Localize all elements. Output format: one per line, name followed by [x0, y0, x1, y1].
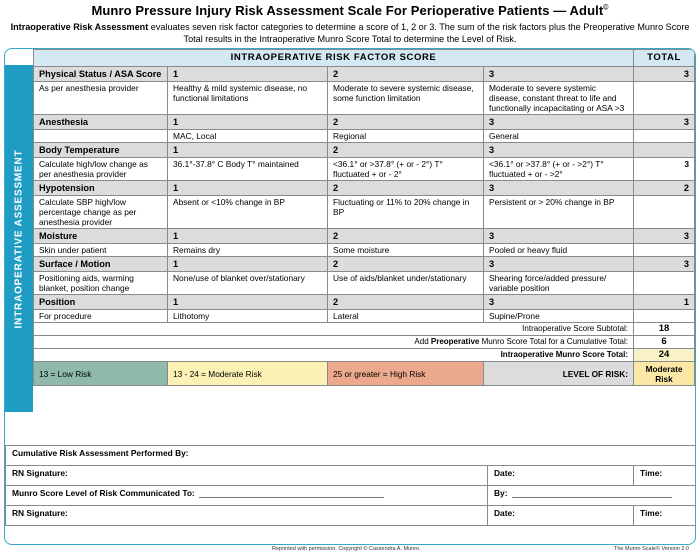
page-title: Munro Pressure Injury Risk Assessment Scale For Perioperative Patients — Adult©: [91, 3, 609, 18]
description-row: [34, 196, 695, 229]
header-total: TOTAL: [634, 50, 695, 67]
add-preoperative-label: Add Preoperative Munro Score Total for a Cumulative Total:: [34, 336, 634, 349]
subtotal-value: 18: [634, 323, 695, 336]
category-description: Skin under patient: [34, 244, 168, 257]
description-3: Shearing force/added pressure/ variable position: [484, 272, 634, 295]
description-3: General: [484, 130, 634, 143]
description-total: [634, 130, 695, 143]
category-total: 2: [634, 181, 695, 196]
score-1: 1: [168, 257, 328, 272]
description-row: [34, 82, 695, 115]
description-1: Absent or <10% change in BP: [168, 196, 328, 229]
footer-reprint: Reprinted with permission. Copyright © Cassendra A. Munro.: [272, 546, 421, 552]
category-row: [34, 229, 695, 244]
description-2: <36.1° or >37.8° (+ or - 2°) T° fluctuated + or - 2°: [328, 158, 484, 181]
description-3: Persistent or > 20% change in BP: [484, 196, 634, 229]
category-name: Physical Status / ASA Score: [34, 67, 168, 82]
category-total: [634, 143, 695, 158]
description-3: Moderate to severe systemic disease, constant threat to life and functionally incapacitating or ASA >3: [484, 82, 634, 115]
category-description: Calculate high/low change as per anesthesia provider: [34, 158, 168, 181]
description-3: Supine/Prone: [484, 310, 634, 323]
score-2: 2: [328, 67, 484, 82]
description-row: [34, 158, 695, 181]
time-field[interactable]: Time:: [634, 466, 696, 486]
header-risk-factor-score: INTRAOPERATIVE RISK FACTOR SCORE: [34, 50, 634, 67]
description-row: [34, 310, 695, 323]
category-name: Anesthesia: [34, 115, 168, 130]
score-2: 2: [328, 295, 484, 310]
description-1: 36.1°-37.8° C Body T° maintained: [168, 158, 328, 181]
score-3: 3: [484, 115, 634, 130]
category-name: Position: [34, 295, 168, 310]
category-row: [34, 295, 695, 310]
score-1: 1: [168, 67, 328, 82]
score-3: 3: [484, 67, 634, 82]
date-field[interactable]: Date:: [488, 466, 634, 486]
category-description: Calculate SBP high/low percentage change as per anesthesia provider: [34, 196, 168, 229]
score-3: 3: [484, 257, 634, 272]
total-value: 24: [634, 349, 695, 362]
time-field-2[interactable]: Time:: [634, 506, 696, 526]
description-2: Some moisture: [328, 244, 484, 257]
description-row: [34, 244, 695, 257]
risk-low: 13 = Low Risk: [34, 362, 168, 386]
risk-moderate: 13 - 24 = Moderate Risk: [168, 362, 328, 386]
score-2: 2: [328, 229, 484, 244]
description-1: None/use of blanket over/stationary: [168, 272, 328, 295]
description-total: [634, 196, 695, 229]
category-name: Moisture: [34, 229, 168, 244]
footer-version: The Munro Scale© Version 2.0: [614, 546, 689, 552]
description-total: 3: [634, 158, 695, 181]
category-name: Hypotension: [34, 181, 168, 196]
score-1: 1: [168, 181, 328, 196]
score-3: 3: [484, 229, 634, 244]
score-1: 1: [168, 295, 328, 310]
category-total: 3: [634, 115, 695, 130]
description-1: Lithotomy: [168, 310, 328, 323]
communicated-to-field[interactable]: Munro Score Level of Risk Communicated To:: [6, 486, 488, 506]
level-of-risk-label: LEVEL OF RISK:: [484, 362, 634, 386]
category-description: Positioning aids, warming blanket, position change: [34, 272, 168, 295]
intro-text: Intraoperative Risk Assessment evaluates seven risk factor categories to determine a score of 1, 2 or 3. The sum of the risk factors plus the Preoperative Munro Score Total results in the Intraoperative Munro Score Total to determine the Level of Risk.: [10, 22, 690, 44]
score-3: 3: [484, 295, 634, 310]
description-row: [34, 272, 695, 295]
description-1: Healthy & mild systemic disease, no functional limitations: [168, 82, 328, 115]
category-total: 3: [634, 257, 695, 272]
category-name: Body Temperature: [34, 143, 168, 158]
score-1: 1: [168, 229, 328, 244]
description-total: [634, 82, 695, 115]
score-1: 1: [168, 115, 328, 130]
category-row: [34, 115, 695, 130]
category-row: [34, 181, 695, 196]
cumulative-title: Cumulative Risk Assessment Performed By:: [6, 446, 696, 466]
category-description: For procedure: [34, 310, 168, 323]
description-2: Lateral: [328, 310, 484, 323]
category-row: [34, 67, 695, 82]
category-row: [34, 143, 695, 158]
category-description: [34, 130, 168, 143]
description-total: [634, 272, 695, 295]
description-row: [34, 130, 695, 143]
score-2: 2: [328, 143, 484, 158]
description-1: MAC, Local: [168, 130, 328, 143]
section-sidebar: [5, 65, 33, 412]
score-3: 3: [484, 181, 634, 196]
by-field[interactable]: By:: [488, 486, 696, 506]
description-total: [634, 244, 695, 257]
rn-signature-field[interactable]: RN Signature:: [6, 466, 488, 486]
score-1: 1: [168, 143, 328, 158]
description-3: Pooled or heavy fluid: [484, 244, 634, 257]
category-description: As per anesthesia provider: [34, 82, 168, 115]
subtotal-label: Intraoperative Score Subtotal:: [34, 323, 634, 336]
sidebar-label: INTRAOPERATIVE ASSESSMENT: [13, 149, 25, 328]
level-of-risk-value: Moderate Risk: [634, 362, 695, 386]
category-total: 1: [634, 295, 695, 310]
add-preoperative-value: 6: [634, 336, 695, 349]
risk-factor-table: [33, 49, 695, 386]
date-field-2[interactable]: Date:: [488, 506, 634, 526]
description-3: <36.1° or >37.8° (+ or - >2°) T° fluctuated + or - >2°: [484, 158, 634, 181]
description-2: Moderate to severe systemic disease, some function limitation: [328, 82, 484, 115]
score-2: 2: [328, 257, 484, 272]
risk-high: 25 or greater = High Risk: [328, 362, 484, 386]
category-row: [34, 257, 695, 272]
description-2: Fluctuating or 11% to 20% change in BP: [328, 196, 484, 229]
category-total: 3: [634, 67, 695, 82]
total-label: Intraoperative Munro Score Total:: [34, 349, 634, 362]
description-2: Use of aids/blanket under/stationary: [328, 272, 484, 295]
score-3: 3: [484, 143, 634, 158]
signature-section: [5, 445, 696, 526]
score-2: 2: [328, 115, 484, 130]
rn-signature-field-2[interactable]: RN Signature:: [6, 506, 488, 526]
category-name: Surface / Motion: [34, 257, 168, 272]
description-1: Remains dry: [168, 244, 328, 257]
score-2: 2: [328, 181, 484, 196]
category-total: 3: [634, 229, 695, 244]
description-2: Regional: [328, 130, 484, 143]
assessment-form: [4, 48, 696, 545]
description-total: [634, 310, 695, 323]
